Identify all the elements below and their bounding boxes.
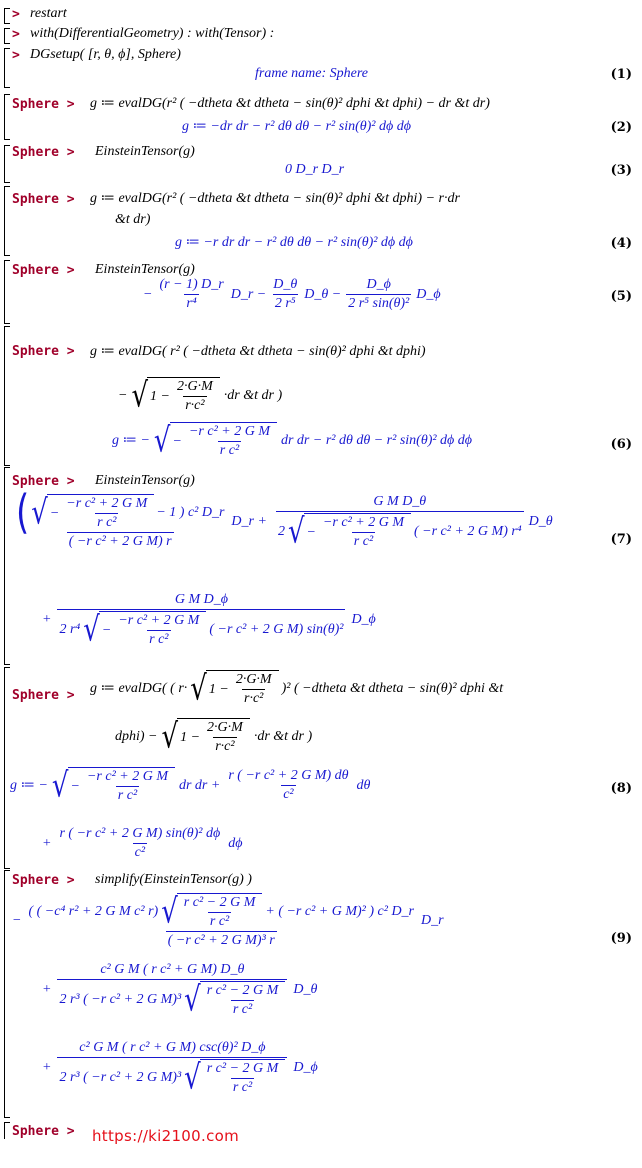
output-metric-g: g ≔ −dr dr − r² dθ dθ − r² sin(θ)² dϕ dϕ [182,119,411,134]
minus-sign: − [12,913,22,928]
denominator [57,979,287,1018]
numerator: r ( −r c² + 2 G M) sin(θ)² dϕ [59,826,221,841]
square-root [131,377,219,414]
radicand [99,611,206,648]
output-metric-g-8 [10,767,370,804]
square-root [288,513,411,550]
minus-sign: − [143,286,153,302]
input-prompt: Sphere > [12,688,75,703]
denominator: r c² [209,914,230,929]
radicand [177,718,250,755]
fraction [57,592,345,648]
denominator-text: ( −r c² + 2 G M) sin(θ)² [209,621,344,637]
denominator: c² [134,845,146,860]
fraction [321,515,406,550]
term-tail: dθ [356,777,371,793]
numerator: G M D_θ [373,494,427,509]
numerator: r c² − 2 G M [206,1061,279,1076]
square-root [83,611,206,648]
denominator: ( −r c² + 2 G M)³ r [167,933,275,948]
output-metric-g: g ≔ −r dr dr − r² dθ dθ − r² sin(θ)² dϕ dϕ [175,235,413,250]
input-metric-g[interactable]: g ≔ evalDG(r² ( −dtheta &t dtheta − sin(θ)² dphi &t dphi) − dr &t dr) [90,96,490,111]
watermark-url: https://ki2100.com [92,1127,239,1145]
radicand-text: 1 − [208,681,229,697]
numerator: c² G M ( r c² + G M) D_θ [100,962,245,977]
numerator: 2·G·M [235,672,272,687]
numerator: (r − 1) D_r [159,277,224,292]
input-prompt: Sphere > [12,145,75,160]
radical-sign: √ [287,512,305,551]
output-einstein-zero: 0 D_r D_r [285,162,345,177]
fraction [157,277,225,312]
minus-sign: − [172,433,182,449]
radicand-text: 1 − [180,729,201,745]
output-frame-name: frame name: Sphere [255,66,369,81]
plus-sign: + [42,1060,52,1075]
exec-group-bracket[interactable] [4,326,10,466]
exec-group-bracket[interactable] [4,94,10,140]
denominator-text: 2 r³ ( −r c² + 2 G M)³ [59,991,182,1007]
denominator: r c² [232,1080,253,1095]
numerator [26,893,416,931]
term-tail: dϕ [228,835,243,851]
square-root [154,422,277,459]
denominator: ( −r c² + 2 G M) r [68,534,172,549]
denominator: r c² [117,788,138,803]
equation-label-3: (3) [610,163,632,178]
exec-group-bracket[interactable] [4,48,10,88]
big-paren: ( [16,485,30,540]
minus-sign: − [49,505,60,521]
square-root [184,981,285,1018]
radical-sign: √ [190,669,207,708]
numerator-text: + ( −r c² + G M)² ) c² D_r [265,903,415,919]
radical-sign: √ [184,980,201,1019]
term-tail: D_r + [231,514,267,529]
minus-sign: − [306,524,316,540]
input-prompt: Sphere > [12,192,75,207]
input-text: g ≔ evalDG( ( r· [90,681,188,696]
equation-label-4: (4) [610,236,632,251]
radical-sign: √ [161,892,178,931]
fraction [205,720,245,755]
input-text: dphi) − [115,728,158,744]
radicand-text: 1 − [150,388,170,404]
term-tail: D_r − [230,286,267,302]
fraction [205,983,281,1018]
input-prompt: Sphere > [12,263,75,278]
term-tail: D_θ − [304,286,342,302]
fraction [85,769,170,804]
term-head: g ≔ − [112,433,150,448]
input-metric-g-cont[interactable] [115,718,312,755]
input-metric-g-cont[interactable]: &t dr) [115,212,151,227]
plus-sign: + [42,835,52,851]
numerator [14,485,226,540]
radicand [304,513,411,550]
exec-group-bracket[interactable] [4,467,10,665]
input-metric-g[interactable]: g ≔ evalDG(r² ( −dtheta &t dtheta − sin(θ)² dphi &t dphi) − r·dr [90,191,460,206]
numerator: r ( −r c² + 2 G M) dθ [228,768,349,783]
output-metric-g [112,422,472,459]
term-head: g ≔ − [10,778,48,793]
input-dgsetup[interactable]: DGsetup( [r, θ, ϕ], Sphere) [30,47,181,62]
denominator: 2 r⁵ sin(θ)² [348,296,410,311]
input-simplify-einstein[interactable]: simplify(EinsteinTensor(g) ) [95,872,252,887]
denominator-text: 2 r³ ( −r c² + 2 G M)³ [59,1069,182,1085]
input-metric-g-cont[interactable] [118,377,282,414]
equation-label-6: (6) [610,437,632,452]
radicand [47,494,154,531]
denominator [57,1057,287,1096]
equation-label-2: (2) [610,120,632,135]
fraction [276,494,524,550]
numerator: −r c² + 2 G M [66,496,148,511]
exec-group-bracket[interactable] [4,28,10,44]
fraction [226,768,350,803]
fraction [346,277,411,312]
numerator: −r c² + 2 G M [118,613,200,628]
term-tail: D_θ [293,982,318,997]
numerator: D_ϕ [366,277,391,292]
output-einstein-9-line2 [42,962,317,1018]
exec-group-bracket[interactable] [4,145,10,183]
numerator: −r c² + 2 G M [322,515,404,530]
radicand [170,422,277,459]
minus-sign: − [70,778,80,794]
input-prompt-empty[interactable]: Sphere > [12,1124,75,1139]
fraction [271,277,299,312]
input-prompt: > [12,48,20,63]
square-root [190,670,278,707]
input-einstein-tensor[interactable]: EinsteinTensor(g) [95,144,195,159]
output-einstein-9-line1 [12,893,444,949]
equation-label-8: (8) [610,781,632,796]
exec-group-bracket[interactable] [4,870,10,1118]
term-tail: D_ϕ [416,286,441,302]
fraction [182,895,258,930]
input-metric-g-schwarzschild[interactable]: g ≔ evalDG( r² ( −dtheta &t dtheta − sin(θ)² dphi &t dphi) [90,344,426,359]
numerator-text: ( ( −c⁴ r² + 2 G M c² r) [28,903,159,919]
radicand [68,767,175,804]
radical-sign: √ [153,421,171,460]
equation-label-1: (1) [610,67,632,82]
equation-label-9: (9) [610,931,632,946]
numerator: 2·G·M [176,379,213,394]
exec-group-bracket[interactable] [4,8,10,24]
input-prompt: Sphere > [12,344,75,359]
radical-sign: √ [184,1058,201,1097]
term-tail: dr dr − r² dθ dθ − r² sin(θ)² dϕ dϕ [280,432,473,448]
denominator: r c² [353,534,374,549]
denominator: r·c² [244,691,264,706]
fraction [64,496,149,531]
exec-group-bracket[interactable] [4,1122,10,1139]
square-root [161,893,262,930]
term-tail: D_ϕ [351,612,376,627]
radical-sign: √ [161,717,179,756]
term-tail: D_r [421,913,444,928]
denominator [276,511,524,550]
term-tail: ·dr &t dr ) [223,387,283,403]
input-text: )² ( −dtheta &t dtheta − sin(θ)² dphi &t [281,680,504,696]
denominator: r c² [232,1002,253,1017]
fraction [57,1040,287,1096]
plus-sign: + [42,982,52,997]
denominator-text: 2 [277,523,285,539]
fraction [187,424,272,459]
output-einstein-7-line2 [42,592,376,648]
denominator: r c² [149,632,169,647]
exec-group-bracket[interactable] [4,186,10,256]
input-prompt: Sphere > [12,873,75,888]
square-root [162,718,250,755]
equation-label-5: (5) [610,289,632,304]
output-einstein-5 [143,277,441,312]
denominator: r·c² [215,739,235,754]
input-prompt: > [12,27,20,42]
numerator: c² G M ( r c² + G M) csc(θ)² D_ϕ [79,1040,266,1055]
minus-sign: − [118,387,128,403]
input-prompt: Sphere > [12,474,75,489]
square-root [52,767,175,804]
radical-sign: √ [51,766,69,805]
radical-sign: √ [83,610,100,649]
plus-sign: + [42,612,52,627]
radicand [147,377,220,414]
radicand [206,670,279,707]
radicand [200,981,286,1018]
term-tail: ·dr &t dr ) [253,728,313,744]
fraction [205,1061,281,1096]
denominator [57,609,345,648]
numerator: 2·G·M [207,720,243,735]
exec-group-bracket[interactable] [4,260,10,324]
numerator: −r c² + 2 G M [188,424,270,439]
output-metric-g-8-line2 [42,826,242,861]
input-with-packages[interactable]: with(DifferentialGeometry) : with(Tensor) : [30,26,275,41]
radical-sign: √ [31,493,48,532]
numerator: G M D_ϕ [174,592,229,607]
term-tail: D_ϕ [293,1060,318,1075]
square-root [184,1059,285,1096]
term-tail: D_θ [528,514,553,529]
denominator: r c² [219,443,240,458]
fraction [234,672,274,707]
numerator: r c² − 2 G M [183,895,256,910]
denominator: r·c² [185,398,205,413]
denominator-text: ( −r c² + 2 G M) r⁴ [414,523,522,539]
input-restart[interactable]: restart [30,6,67,21]
denominator-text: 2 r⁴ [59,621,81,637]
fraction [57,826,222,861]
radical-sign: √ [131,376,149,415]
denominator: 2 r⁵ [274,296,296,311]
numerator: r c² − 2 G M [206,983,279,998]
fraction [26,893,416,949]
input-metric-g-squared[interactable] [90,670,503,707]
fraction [14,485,226,550]
denominator: c² [283,787,294,802]
input-prompt: Sphere > [12,97,75,112]
radicand [200,1059,286,1096]
radicand [177,893,263,930]
equation-label-7: (7) [610,532,632,547]
denominator: r c² [97,515,117,530]
minus-sign: − [101,622,112,638]
fraction [175,379,215,414]
term-tail: − 1 ) c² D_r [156,504,225,520]
fraction [57,962,287,1018]
input-einstein-tensor[interactable]: EinsteinTensor(g) [95,473,195,488]
fraction [116,613,201,648]
input-prompt: > [12,7,20,22]
input-einstein-tensor[interactable]: EinsteinTensor(g) [95,262,195,277]
numerator: D_θ [273,277,298,292]
denominator: r⁴ [186,296,197,311]
square-root [31,494,154,531]
term-tail: dr dr + [178,777,221,793]
numerator: −r c² + 2 G M [86,769,168,784]
output-einstein-9-line3 [42,1040,318,1096]
output-einstein-7-line1 [12,485,553,551]
